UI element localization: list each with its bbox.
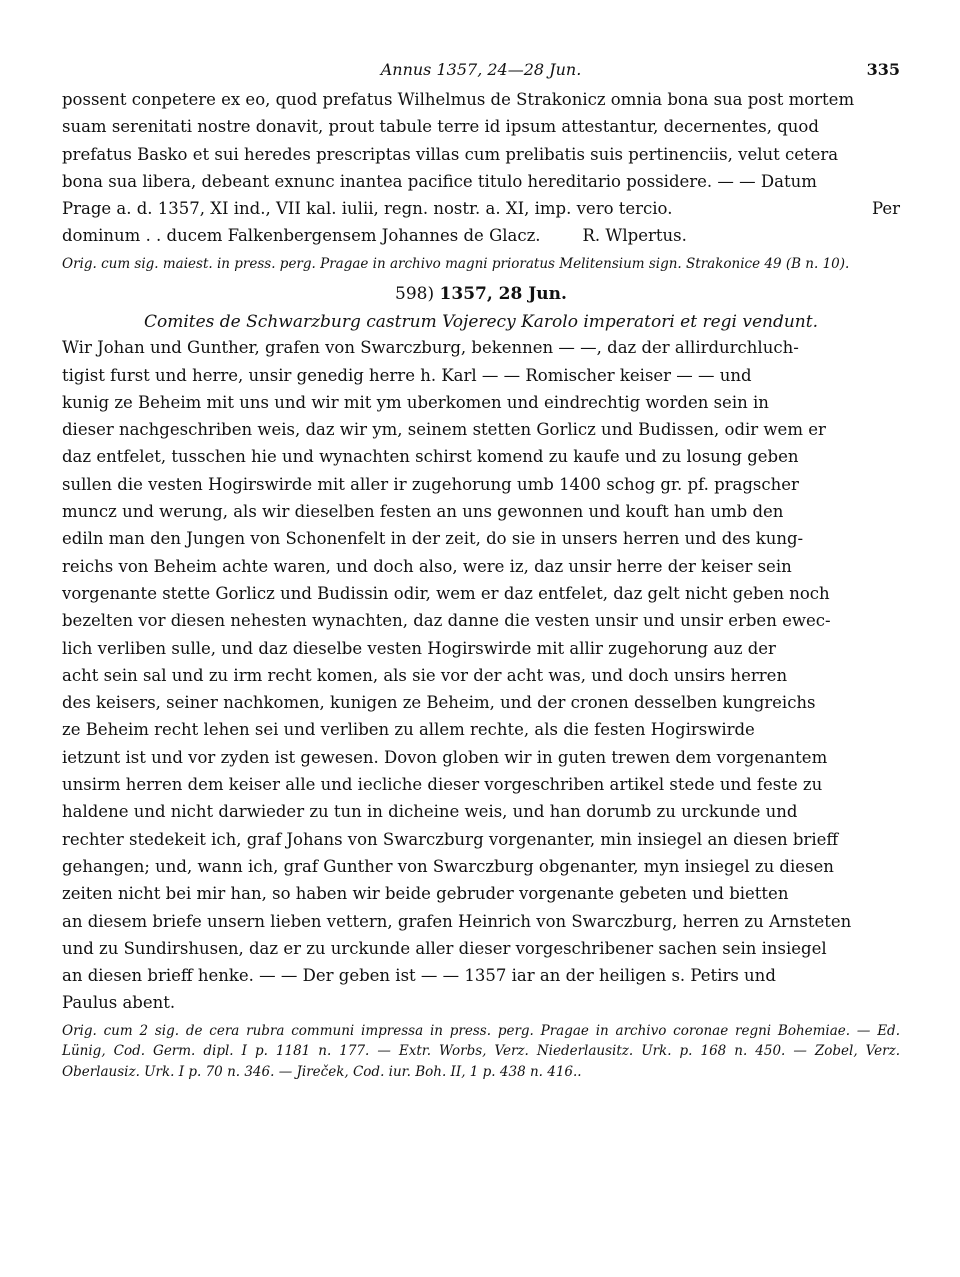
text-line: sullen die vesten Hogirswirde mit aller ir zugehorung umb 1400 schog gr. pf. pragscher xyxy=(62,474,799,494)
text-line: unsirm herren dem keiser alle und iecliche dieser vorgeschriben artikel stede und feste zu xyxy=(62,775,823,795)
text-line: bona sua libera, debeant exnunc inantea pacifice titulo hereditario possidere. — — Datum xyxy=(62,171,817,191)
running-title: Annus 1357, 24—28 Jun. xyxy=(380,60,582,79)
page xyxy=(62,56,900,1090)
text-line: possent conpetere ex eo, quod prefatus Wilhelmus de Strakonicz omnia bona sua post mortem xyxy=(62,90,855,109)
text-line: kunig ze Beheim mit uns und wir mit ym uberkomen und eindrechtig worden sein in xyxy=(62,392,769,412)
text-line: rechter stedekeit ich, graf Johans von Swarczburg vorgenanter, min insiegel an diesen brieff xyxy=(62,829,839,849)
text-line: vorgenante stette Gorlicz und Budissin odir, wem er daz entfelet, daz gelt nicht geben noch xyxy=(62,583,830,603)
page-header xyxy=(62,56,900,86)
text-line: prefatus Basko et sui heredes prescriptas villas cum prelibatis suis pertinenciis, velut cetera xyxy=(62,144,839,164)
text-line: muncz und werung, als wir dieselben festen an uns gewonnen und kouft han umb den xyxy=(62,502,784,522)
text-line: ze Beheim recht lehen sei und verliben zu allem rechte, als die festen Hogirswirde xyxy=(62,720,755,740)
previous-document-source-note: Orig. cum sig. maiest. in press. perg. Pragae in archivo magni prioratus Melitensium sign. Strakonice 49 (B n. 10). xyxy=(62,255,850,272)
text-line: daz entfelet, tusschen hie und wynachten schirst komend zu kaufe und zu losung geben xyxy=(62,447,799,467)
text-line xyxy=(62,195,900,222)
text-line: tigist furst und herre, unsir genedig herre h. Karl — — Romischer keiser — — und xyxy=(62,365,752,385)
text-line: dominum . . ducem Falkenbergensem Johannes de Glacz. R. Wlpertus. xyxy=(62,226,687,246)
document-heading xyxy=(62,284,900,304)
text-line-end: Per xyxy=(871,199,900,219)
text-line: ietzunt ist und vor zyden ist gewesen. Dovon globen wir in guten trewen dem vorgenantem xyxy=(62,747,828,767)
text-line: des keisers, seiner nachkomen, kunigen ze Beheim, und der cronen desselben kungreichs xyxy=(62,693,816,713)
text-line: Paulus abent. xyxy=(62,993,176,1013)
text-line: dieser nachgeschriben weis, daz wir ym, seinem stetten Gorlicz und Budissen, odir wem er xyxy=(62,420,826,440)
text-line: gehangen; und, wann ich, graf Gunther von Swarczburg obgenanter, myn insiegel zu diesen xyxy=(62,856,834,876)
text-line: an diesen brieff henke. — — Der geben ist — — 1357 iar an der heiligen s. Petirs und xyxy=(62,966,776,986)
text-line: lich verliben sulle, und daz dieselbe vesten Hogirswirde mit allir zugehorung auz der xyxy=(62,638,776,658)
document-text xyxy=(62,334,900,1016)
text-line: und zu Sundirshusen, daz er zu urckunde aller dieser vorgeschribener sachen sein insiegel xyxy=(62,938,827,958)
text-line-start: Prage a. d. 1357, XI ind., VII kal. iulii, regn. nostr. a. XI, imp. vero tercio. xyxy=(62,199,673,219)
text-line: suam serenitati nostre donavit, prout tabule terre id ipsum attestantur, decernentes, quod xyxy=(62,117,819,137)
text-line: ediln man den Jungen von Schonenfelt in der zeit, do sie in unsers herren und des kung- xyxy=(62,529,804,549)
document-regest: Comites de Schwarzburg castrum Vojerecy Karolo imperatori et regi vendunt. xyxy=(143,312,818,333)
text-line: haldene und nicht darwieder zu tun in dicheine weis, und han dorumb zu urckunde und xyxy=(62,802,798,822)
previous-document-text xyxy=(62,86,900,250)
text-line: Wir Johan und Gunther, grafen von Swarczburg, bekennen — —, daz der allirdurchluch- xyxy=(62,338,799,358)
document-source-note: Orig. cum 2 sig. de cera rubra communi impressa in press. perg. Pragae in archivo coronae regni Bohemiae. — Ed. Lünig, Cod. Germ. dipl. I p. 1181 n. 177. — Extr. Worbs, Verz. Niederlausitz. Urk. p. 168 n. 450. — Zobel, Verz. Oberlausiz. Urk. I p. 70 n. 346. — Jireček, Cod. iur. Boh. II, 1 p. 438 n. 416.. xyxy=(62,1022,900,1080)
text-line: acht sein sal und zu irm recht komen, als sie vor der acht was, und doch unsirs herren xyxy=(62,665,788,685)
text-line: zeiten nicht bei mir han, so haben wir beide gebruder vorgenante gebeten und bietten xyxy=(62,884,789,904)
text-line: an diesem briefe unsern lieben vettern, grafen Heinrich von Swarczburg, herren zu Arnsteten xyxy=(62,911,852,931)
document-number: 598) xyxy=(395,284,435,305)
text-line: bezelten vor diesen nehesten wynachten, daz danne die vesten unsir und unsir erben ewec- xyxy=(62,611,831,631)
text-line: reichs von Beheim achte waren, und doch also, were iz, daz unsir herre der keiser sein xyxy=(62,556,792,576)
document-date: 1357, 28 Jun. xyxy=(439,284,567,305)
page-number: 335 xyxy=(866,60,900,79)
